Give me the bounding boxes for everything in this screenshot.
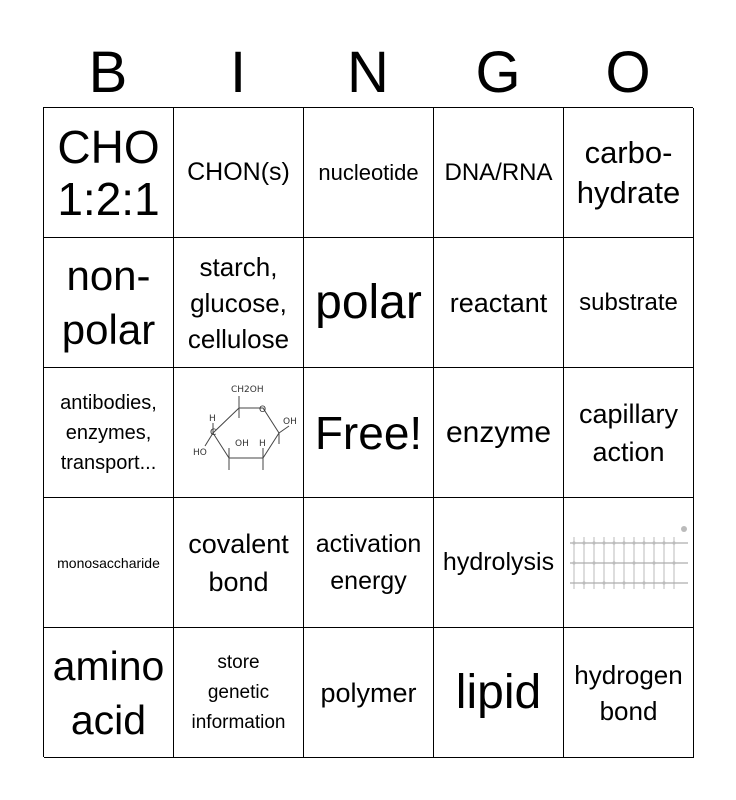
cell-text: reactant xyxy=(449,287,548,318)
bingo-cell xyxy=(434,238,564,368)
bingo-cell xyxy=(44,238,174,368)
cell-text: non- polar xyxy=(61,251,156,353)
header-letter-g: G xyxy=(475,40,521,105)
bingo-cell xyxy=(304,498,434,628)
cell-text: Free! xyxy=(314,406,423,459)
cell-text: monosaccharide xyxy=(57,554,160,571)
bingo-cell-lipid-image xyxy=(564,498,694,628)
bingo-cell xyxy=(434,108,564,238)
bingo-cell-glucose-image xyxy=(174,368,304,498)
cell-text: starch, glucose, cellulose xyxy=(187,251,290,354)
header-letter-n: N xyxy=(347,40,389,105)
cell-text: CHO 1:2:1 xyxy=(57,120,160,225)
bingo-cell xyxy=(434,628,564,758)
header-letter-i: I xyxy=(229,40,247,105)
glucose-label: H xyxy=(258,438,266,449)
bingo-cell xyxy=(564,108,694,238)
bingo-card xyxy=(43,107,693,757)
glucose-label: O xyxy=(258,404,266,415)
cell-text: enzyme xyxy=(445,415,552,449)
header-letter-o: O xyxy=(605,40,651,105)
bingo-cell xyxy=(304,108,434,238)
bingo-cell xyxy=(44,498,174,628)
bingo-cell xyxy=(564,628,694,758)
bingo-cell xyxy=(564,238,694,368)
cell-text: antibodies, enzymes, transport... xyxy=(60,391,157,474)
glucose-label: CH2OH xyxy=(230,384,264,395)
bingo-cell xyxy=(44,628,174,758)
cell-text: nucleotide xyxy=(318,159,419,185)
cell-text: hydrogen bond xyxy=(574,659,683,726)
bingo-cell xyxy=(174,498,304,628)
cell-text: substrate xyxy=(579,288,678,316)
cell-text: polar xyxy=(315,275,422,329)
lipid-bilayer-icon xyxy=(566,523,692,603)
bingo-cell xyxy=(564,368,694,498)
glucose-label: H xyxy=(208,413,216,424)
cell-text: store genetic information xyxy=(191,651,286,733)
bingo-cell xyxy=(44,108,174,238)
cell-text: carbo- hydrate xyxy=(576,134,681,210)
bingo-cell xyxy=(434,498,564,628)
cell-text: polymer xyxy=(320,677,417,708)
cell-text: lipid xyxy=(455,665,542,719)
bingo-cell xyxy=(174,108,304,238)
header-letter-b: B xyxy=(88,40,128,105)
cell-text: DNA/RNA xyxy=(444,158,553,186)
bingo-cell xyxy=(44,368,174,498)
bingo-cell xyxy=(174,628,304,758)
glucose-label: OH xyxy=(234,438,249,449)
cell-text: covalent bond xyxy=(188,528,289,597)
glucose-ring-structure-icon xyxy=(179,378,299,488)
bingo-cell xyxy=(174,238,304,368)
cell-text: capillary action xyxy=(578,398,679,467)
cell-text: hydrolysis xyxy=(442,548,555,576)
glucose-label: OH xyxy=(282,416,297,427)
bingo-cell xyxy=(304,238,434,368)
glucose-label: HO xyxy=(192,447,207,458)
bingo-cell xyxy=(304,628,434,758)
bingo-cell xyxy=(434,368,564,498)
cell-text: CHON(s) xyxy=(187,158,290,186)
bingo-cell-free-space xyxy=(304,368,434,498)
glucose-label: C xyxy=(209,427,216,438)
cell-text: activation energy xyxy=(315,529,422,595)
bingo-header xyxy=(43,40,693,106)
cell-text: amino acid xyxy=(52,642,165,743)
